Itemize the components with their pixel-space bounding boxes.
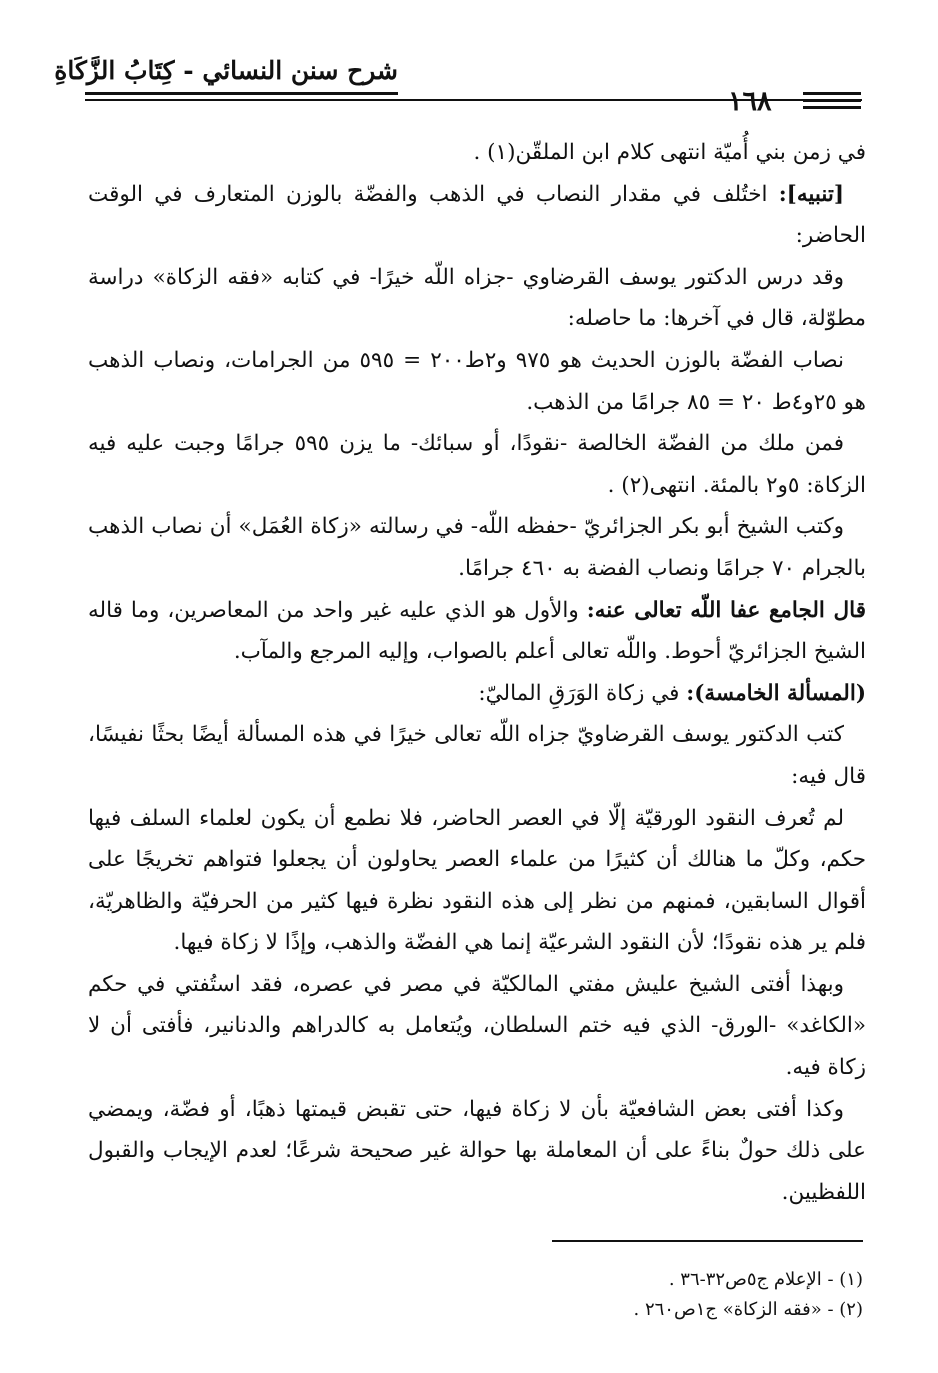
paragraph: وكذا أفتى بعض الشافعيّة بأن لا زكاة فيها، حتى تقبض قيمتها ذهبًا، أو فضّة، ويمضي على ذلك حولٌ بناءً على أن المعاملة بها حوالة غير صحيحة شرعًا؛ لعدم الإيجاب والقبول اللفظيين. bbox=[88, 1096, 866, 1205]
footnote: (١) - الإعلام ج٥ص٣٢-٣٦ . bbox=[668, 1269, 863, 1290]
paragraph: وقد درس الدكتور يوسف القرضاوي -جزاه اللّه خيرًا- في كتابه «فقه الزكاة» دراسة مطوّلة، قال في آخرها: ما حاصله: bbox=[88, 264, 866, 332]
footnote: (٢) - «فقه الزكاة» ج١ص٢٦٠ . bbox=[633, 1299, 863, 1320]
header-ornament-line bbox=[803, 92, 861, 95]
paragraph: كتب الدكتور يوسف القرضاويّ جزاه اللّه تعالى خيرًا في هذه المسألة أيضًا بحثًا نفيسًا، قال فيه: bbox=[88, 722, 866, 789]
footnotes bbox=[633, 1265, 863, 1325]
header-ornament-line bbox=[803, 99, 861, 102]
header-rule bbox=[85, 92, 398, 95]
footnote-divider bbox=[552, 1240, 863, 1242]
page-number: ١٦٨ bbox=[728, 86, 772, 117]
paragraph: فمن ملك من الفضّة الخالصة -نقودًا، أو سبائك- ما يزن ٥٩٥ جرامًا وجبت عليه فيه الزكاة: ٥و٢ بالمئة. انتهى(٢) . bbox=[88, 431, 866, 498]
main-text bbox=[88, 132, 866, 1213]
paragraph: وكتب الشيخ أبو بكر الجزائريّ -حفظه اللّه- في رسالته «زكاة العُمَل» أن نصاب الذهب بالجرام ٧٠ جرامًا ونصاب الفضة به ٤٦٠ جرامًا. bbox=[88, 514, 866, 581]
author-note-label: قال الجامع عفا اللّه تعالى عنه: bbox=[586, 597, 866, 623]
paragraph: قال الجامع عفا اللّه تعالى عنه: والأول هو الذي عليه غير واحد من المعاصرين، وما قاله الشيخ الجزائريّ أحوط. واللّه تعالى أعلم بالصواب، وإليه المرجع والمآب. bbox=[88, 597, 866, 665]
paragraph: في زمن بني أُميّة انتهى كلام ابن الملقّن(١) . bbox=[473, 140, 866, 165]
issue-heading: (المسألة الخامسة): bbox=[686, 680, 866, 706]
paragraph: (المسألة الخامسة): في زكاة الوَرَقِ الماليّ: bbox=[478, 680, 866, 706]
paragraph: [تنبيه]: اختُلف في مقدار النصاب في الذهب والفضّة بالوزن المتعارف في الوقت الحاضر: bbox=[88, 181, 866, 249]
paragraph: نصاب الفضّة بالوزن الحديث هو ٩٧٥ و٢ط٢٠٠ = ٥٩٥ من الجرامات، ونصاب الذهب هو ٢٥و٤ط ٢٠ = ٨٥ جرامًا من الذهب. bbox=[88, 347, 866, 415]
paragraph: وبهذا أفتى الشيخ عليش مفتي المالكيّة في مصر في عصره، فقد استُفتي في حكم «الكاغد» -الورق- الذي فيه ختم السلطان، ويُتعامل به كالدراهم والدنانير، فأفتى أن لا زكاة فيه. bbox=[88, 971, 866, 1081]
header-ornament-line bbox=[803, 106, 861, 109]
paragraph: لم تُعرف النقود الورقيّة إلّا في العصر الحاضر، فلا نطمع أن يكون لعلماء السلف فيها حكم، وكلّ ما هنالك أن كثيرًا من علماء العصر يحاولون أن يجعلوا فتواهم تخريجًا على أقوال السابقين، فمنهم من نظر إلى هذه النقود نظرة فيها كثير من الحرفيّة والظاهريّة، فلم ير هذه نقودًا؛ لأن النقود الشرعيّة إنما هي الفضّة والذهب، وإذًا لا زكاة فيها. bbox=[88, 805, 866, 956]
running-header-title: شرح سنن النسائي - كِتَابُ الزَّكَاةِ bbox=[54, 56, 398, 85]
note-label: [تنبيه]: bbox=[778, 181, 844, 207]
